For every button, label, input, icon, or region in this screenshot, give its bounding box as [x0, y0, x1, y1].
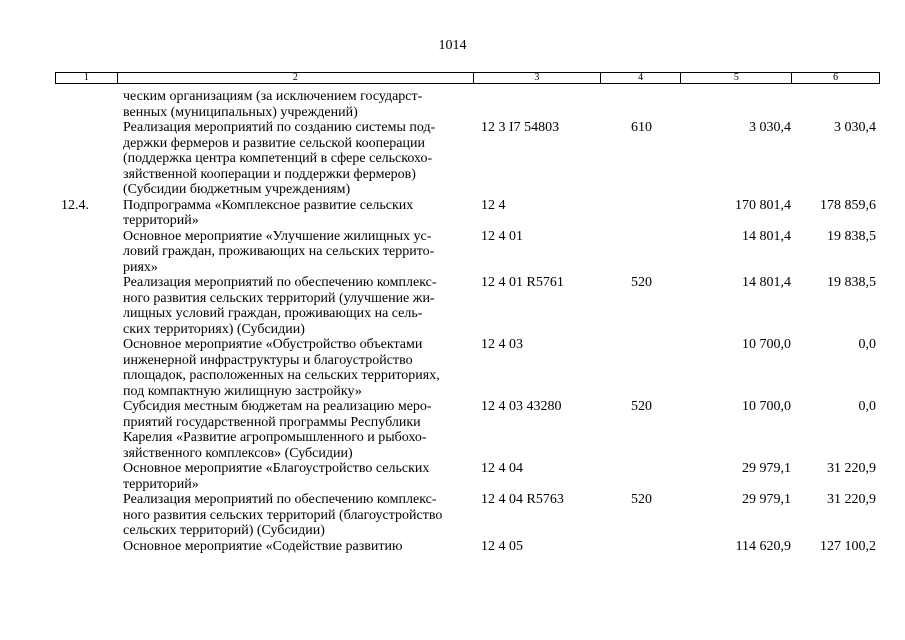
table-row [55, 399, 880, 461]
table-row [55, 198, 880, 229]
row-description: ческим организациям (за исключением государст- венных (муниципальных) учреждений) [123, 89, 423, 120]
row-expense-type: 610 [631, 120, 652, 135]
table-row [55, 337, 880, 399]
row-description: Основное мероприятие «Благоустройство сельских территорий» [123, 461, 430, 492]
row-number: 12.4. [61, 197, 89, 213]
row-number [55, 337, 117, 399]
row-description: Основное мероприятие «Содействие развитию [123, 538, 403, 554]
row-amount-1: 10 700,0 [742, 337, 791, 352]
row-amount-1: 14 801,4 [742, 275, 791, 290]
row-expense-type: 520 [631, 492, 652, 507]
row-code: 12 4 05 [481, 538, 523, 554]
row-amount-1: 29 979,1 [742, 461, 791, 476]
row-code [474, 89, 601, 120]
row-number [55, 492, 117, 539]
row-number [55, 275, 117, 337]
row-amount-2: 31 220,9 [827, 492, 876, 507]
row-description: Субсидия местным бюджетам на реализацию меро- приятий государственной программы Республики Карелия «Развитие агропромышленного и рыбохо- зяйственного комплексов» (Субсидии) [123, 399, 432, 461]
row-amount-2: 19 838,5 [827, 228, 876, 244]
row-number [55, 461, 117, 492]
row-description: Реализация мероприятий по обеспечению комплекс- ного развития сельских территорий (улучшение жи- лищных условий граждан, проживающих на сель- ских территориях) (Субсидии) [123, 275, 437, 337]
row-amount-1: 10 700,0 [742, 399, 791, 414]
table-row [55, 275, 880, 337]
row-number [55, 89, 117, 120]
column-header-5: 5 [681, 73, 792, 83]
column-header-6: 6 [833, 72, 839, 83]
column-header-2: 2 [118, 73, 474, 83]
row-amount-1: 3 030,4 [749, 120, 791, 135]
row-expense-type [601, 229, 682, 276]
row-amount-2: 0,0 [858, 399, 876, 414]
row-code: 12 4 03 43280 [481, 399, 562, 414]
row-amount-2: 3 030,4 [834, 120, 876, 135]
table-row [55, 89, 880, 120]
row-description: Подпрограмма «Комплексное развитие сельских территорий» [123, 197, 414, 228]
column-header-1: 1 [56, 73, 118, 83]
table-row [55, 539, 880, 555]
row-amount-2: 178 859,6 [820, 197, 876, 213]
row-code: 12 3 I7 54803 [481, 120, 560, 135]
row-description: Реализация мероприятий по обеспечению комплекс- ного развития сельских территорий (благоустройство сельских территорий) (Субсидии) [123, 492, 443, 538]
row-number [55, 399, 117, 461]
row-amount-1: 170 801,4 [735, 197, 791, 213]
row-code: 12 4 01 [481, 228, 523, 244]
budget-table-body [55, 89, 880, 554]
row-code: 12 4 03 [481, 337, 523, 352]
table-row [55, 492, 880, 539]
row-number [55, 539, 117, 555]
row-expense-type [601, 198, 682, 229]
row-description: Реализация мероприятий по созданию системы под- держки фермеров и развитие сельской кооперации (поддержка центра компетенций в сфере сельскохо- зяйственной кооперации и поддержки фермеров) (Субсидии бюджетным учреждениям) [123, 120, 436, 197]
row-expense-type [601, 539, 682, 555]
column-header-4: 4 [601, 73, 682, 83]
row-expense-type: 520 [631, 275, 652, 290]
page-number: 1014 [438, 38, 467, 53]
row-amount-1: 29 979,1 [742, 492, 791, 507]
column-number-header [55, 72, 880, 84]
row-description: Основное мероприятие «Обустройство объектами инженерной инфраструктуры и благоустройство площадок, расположенных на сельских территориях, под компактную жилищную застройку» [123, 337, 440, 399]
row-code: 12 4 04 [481, 461, 523, 476]
row-amount-1: 14 801,4 [742, 228, 791, 244]
row-expense-type [601, 89, 682, 120]
row-expense-type [601, 461, 682, 492]
row-expense-type [601, 337, 682, 399]
row-amount-2: 127 100,2 [820, 538, 876, 554]
row-amount-1: 114 620,9 [735, 538, 791, 554]
table-row [55, 229, 880, 276]
row-code: 12 4 01 R5761 [481, 275, 564, 290]
table-row [55, 461, 880, 492]
row-description: Основное мероприятие «Улучшение жилищных ус- ловий граждан, проживающих на сельских террито- риях» [123, 228, 435, 275]
row-amount-2: 31 220,9 [827, 461, 876, 476]
column-header-3: 3 [474, 73, 601, 83]
row-amount-2: 19 838,5 [827, 275, 876, 290]
row-code: 12 4 [481, 197, 506, 213]
row-amount-2: 0,0 [858, 337, 876, 352]
row-number [55, 229, 117, 276]
row-expense-type: 520 [631, 399, 652, 414]
row-amount-1 [682, 89, 793, 120]
row-amount-2 [793, 89, 880, 120]
row-code: 12 4 04 R5763 [481, 492, 564, 507]
row-number [55, 120, 117, 198]
table-row [55, 120, 880, 198]
